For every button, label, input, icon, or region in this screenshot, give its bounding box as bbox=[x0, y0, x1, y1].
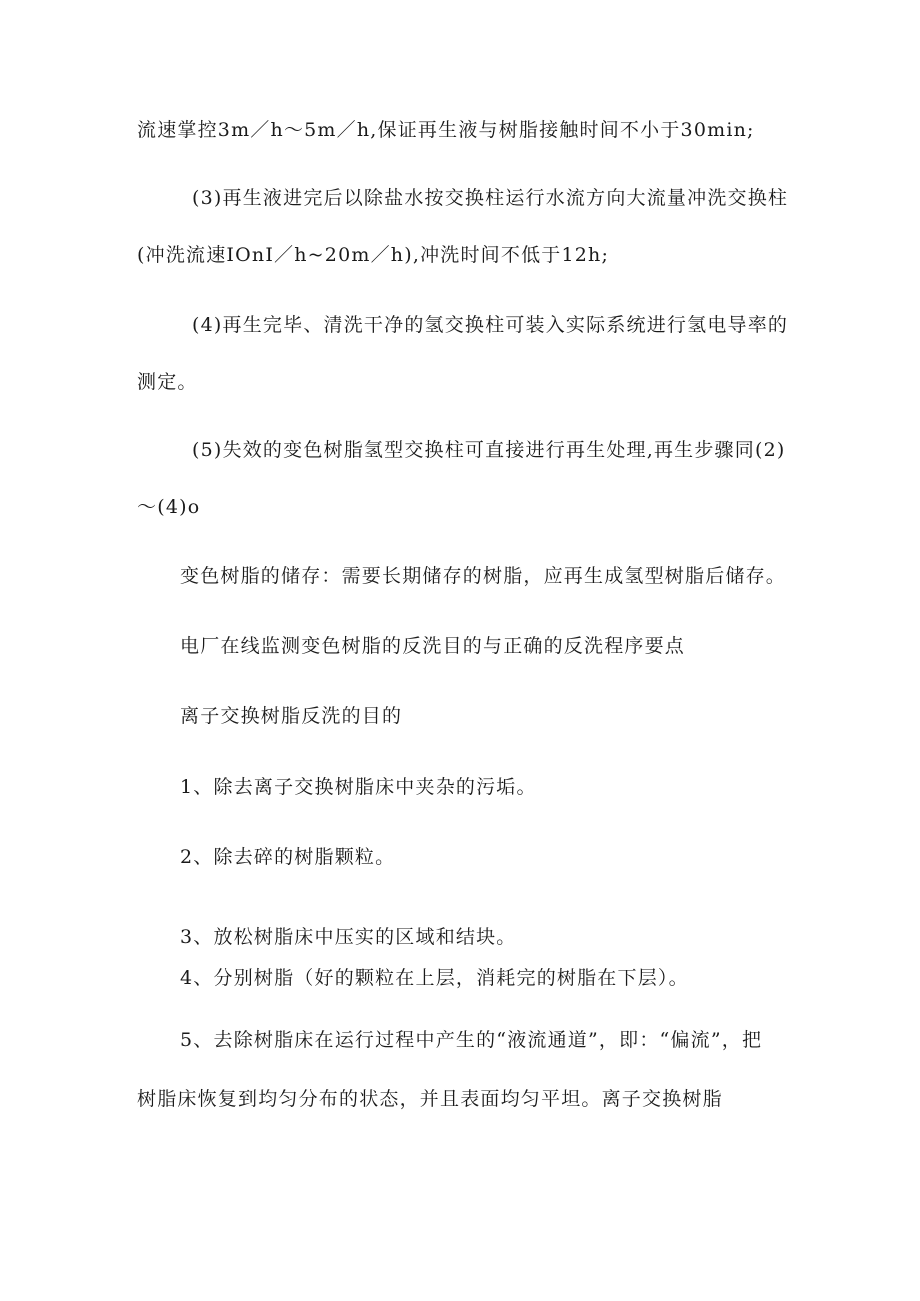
text-line: (5)失效的变色树脂氢型交换柱可直接进行再生处理,再生步骤同(2) bbox=[192, 439, 786, 461]
text-line: 1、除去离子交换树脂床中夹杂的污垢。 bbox=[180, 776, 537, 798]
text-line: (4)再生完毕、清洗干净的氢交换柱可装入实际系统进行氢电导率的 bbox=[192, 314, 789, 336]
text-line: 电厂在线监测变色树脂的反洗目的与正确的反洗程序要点 bbox=[180, 635, 686, 657]
text-line: 变色树脂的储存：需要长期储存的树脂，应再生成氢型树脂后储存。 bbox=[180, 565, 787, 587]
text-line: (3)再生液进完后以除盐水按交换柱运行水流方向大流量冲洗交换柱 bbox=[192, 187, 789, 209]
text-line: 5、去除树脂床在运行过程中产生的“液流通道”，即：“偏流”，把 bbox=[180, 1029, 763, 1051]
text-line: 离子交换树脂反洗的目的 bbox=[180, 705, 403, 727]
text-line: 树脂床恢复到均匀分布的状态，并且表面均匀平坦。离子交换树脂 bbox=[137, 1088, 723, 1110]
text-line: (冲洗流速IOnI／h~20m／h),冲洗时间不低于12h; bbox=[137, 244, 610, 266]
text-line: 测定。 bbox=[137, 371, 198, 393]
text-line: 流速掌控3m／h～5m／h,保证再生液与树脂接触时间不小于30min; bbox=[137, 119, 755, 141]
text-line: 4、分别树脂（好的颗粒在上层，消耗完的树脂在下层）。 bbox=[180, 967, 689, 989]
text-line: ～(4)o bbox=[137, 496, 201, 518]
text-line: 2、除去碎的树脂颗粒。 bbox=[180, 846, 396, 868]
text-line: 3、放松树脂床中压实的区域和结块。 bbox=[180, 926, 517, 948]
